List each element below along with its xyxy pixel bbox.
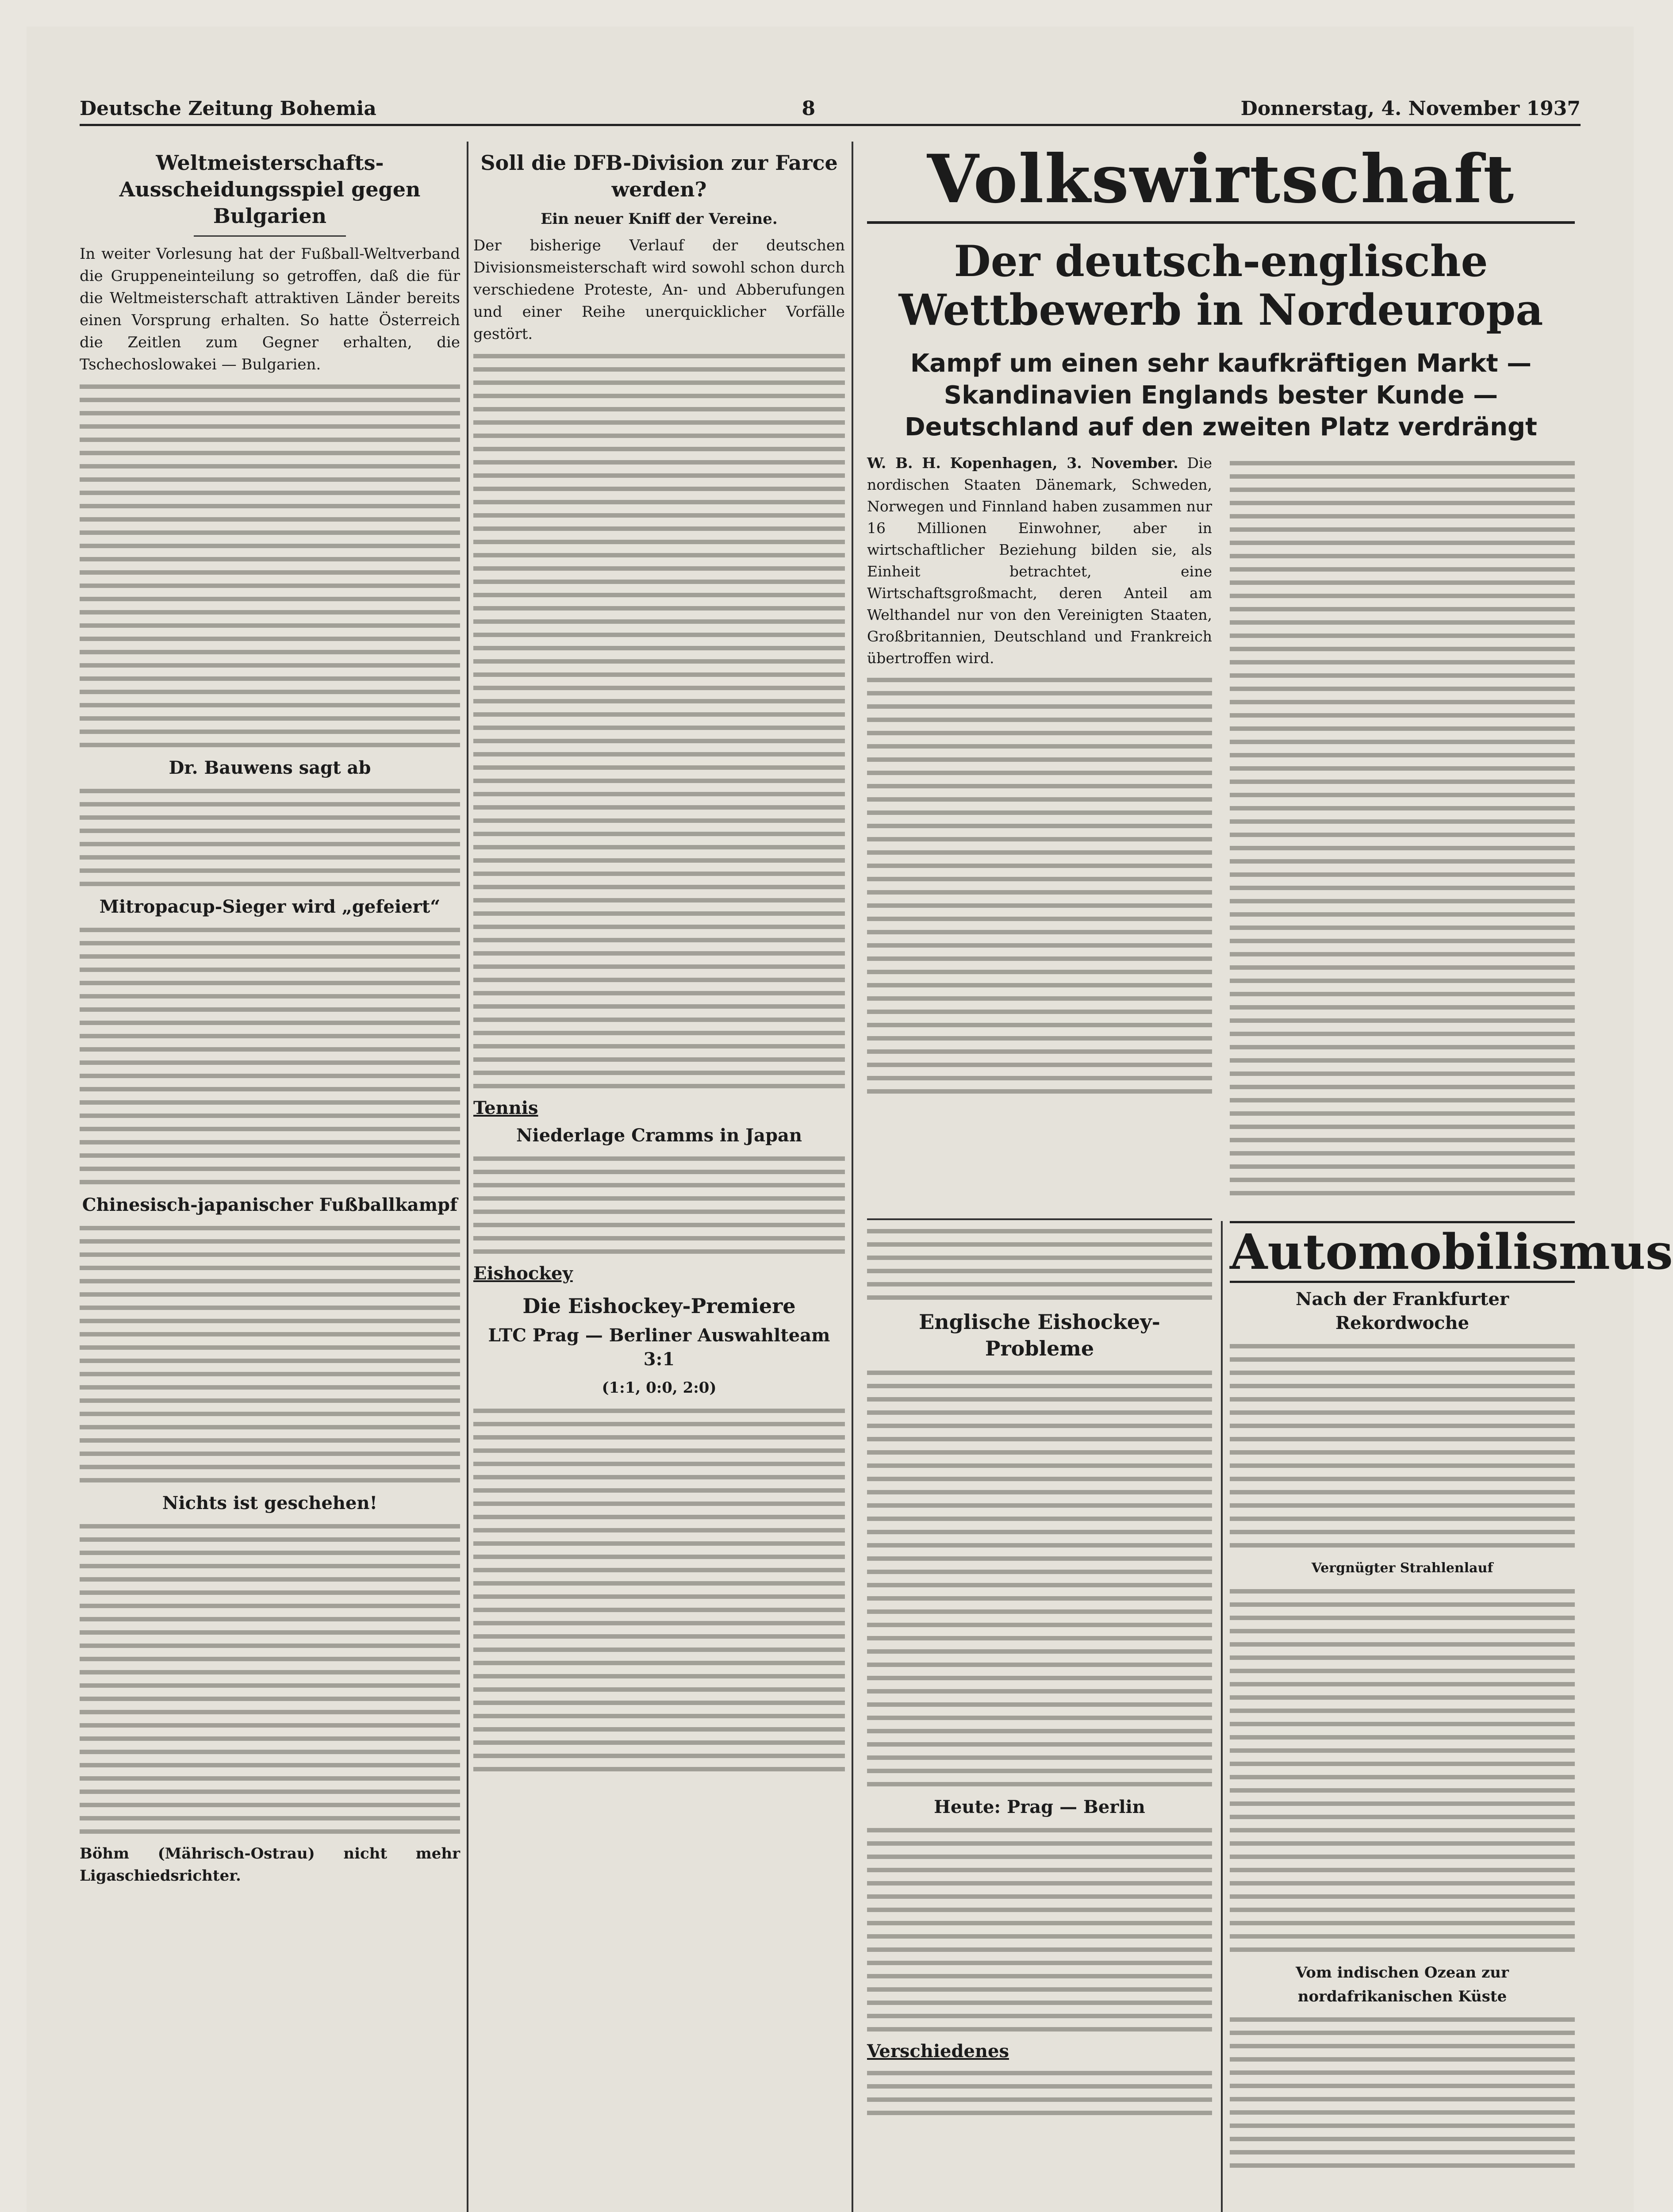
lead-article-col-2	[1230, 452, 1575, 1204]
article-headline-wm: Weltmeisterschafts-Ausscheidungsspiel gegen Bulgarien	[119, 151, 421, 228]
match-score: (1:1, 0:0, 2:0)	[602, 1379, 717, 1397]
lead-article-col-1	[867, 452, 1212, 1204]
article-headline-nichts: Nichts ist geschehen!	[162, 1493, 378, 1513]
section-title-volkswirtschaft: Volkswirtschaft	[867, 142, 1575, 224]
article-headline-english-icehockey: Englische Eishockey-Probleme	[919, 1310, 1160, 1360]
divider	[194, 235, 346, 237]
lead-paragraph: Die nordischen Staaten Dänemark, Schweden, Norwegen und Finnland haben zusammen nur 16 Millionen Einwohner, aber in wirtschaftlicher Beziehung bilden sie, als Einheit betrachtet, eine Wirtschaftsgroßmacht, deren Anteil am Welthandel nur von den Vereinigten Staaten, Großbritannien, Deutschland und Frankreich übertroffen wird.	[867, 454, 1212, 667]
issue-date: Donnerstag, 4. November 1937	[1240, 97, 1581, 120]
newspaper-page	[27, 27, 1673, 2212]
match-result: LTC Prag — Berliner Auswahlteam 3:1	[488, 1325, 830, 1370]
article-headline-ozean: Vom indischen Ozean zur nordafrikanischen Küste	[1296, 1964, 1509, 2005]
article-headline-mitropacup: Mitropacup-Sieger wird „gefeiert“	[99, 896, 441, 917]
lead-subheadline: Kampf um einen sehr kaufkräftigen Markt — Skandinavien Englands bester Kunde — Deutschland auf den zweiten Platz verdrängt	[905, 349, 1537, 442]
page-number: 8	[802, 97, 816, 120]
article-body-wm: In weiter Vorlesung hat der Fußball-Weltverband die Gruppeneinteilung so getroffen, daß die für die Weltmeisterschaft attraktiven Länder bereits einen Vorsprung erhalten. So hatte Österreich die Zeitlen zum Gegner erhalten, die Tschechoslowakei — Bulgarien.	[80, 245, 460, 373]
article-headline-china-japan: Chinesisch-japanischer Fußballkampf	[82, 1194, 458, 1215]
article-body-dfb: Der bisherige Verlauf der deutschen Divisionsmeisterschaft wird sowohl schon durch verschiedene Proteste, An- und Abberufungen und einer Reihe unerquicklicher Vorfälle gestört.	[473, 237, 845, 343]
sports-column-3	[867, 1212, 1212, 2212]
page-header	[80, 93, 1581, 126]
column-rule	[467, 142, 468, 2212]
article-headline-prag-berlin: Heute: Prag — Berlin	[934, 1797, 1145, 1817]
dateline: W. B. H. Kopenhagen, 3. November.	[867, 454, 1178, 472]
column-rule	[1221, 1221, 1223, 2212]
article-headline-bauwens: Dr. Bauwens sagt ab	[169, 757, 371, 778]
lead-headline: Der deutsch-englische Wettbewerb in Nordeuropa	[898, 236, 1543, 335]
section-label-verschiedenes: Verschiedenes	[867, 2041, 1009, 2062]
automobile-section	[1230, 1221, 1673, 2212]
notice-boehm: Böhm (Mährisch-Ostrau) nicht mehr Ligaschiedsrichter.	[80, 1845, 460, 1885]
article-subhead-dfb: Ein neuer Kniff der Vereine.	[541, 210, 778, 228]
article-headline-strahlenlauf: Vergnügter Strahlenlauf	[1311, 1560, 1493, 1576]
section-label-tennis: Tennis	[473, 1098, 538, 1118]
economy-section	[867, 142, 1575, 1204]
article-headline-cramm: Niederlage Cramms in Japan	[516, 1125, 802, 1146]
masthead-name: Deutsche Zeitung Bohemia	[80, 97, 376, 120]
article-headline-rekordwoche: Nach der Frankfurter Rekordwoche	[1295, 1289, 1509, 1333]
column-rule	[852, 142, 853, 2212]
sports-column-2	[473, 142, 845, 2212]
divider	[867, 1218, 1212, 1220]
article-headline-eishockey-premiere: Die Eishockey-Premiere	[522, 1294, 796, 1318]
section-label-eishockey: Eishockey	[473, 1263, 573, 1284]
lead-article-body	[867, 452, 1575, 1204]
sports-column-1	[80, 142, 460, 2212]
section-title-automobilismus: Automobilismus	[1230, 1221, 1575, 1283]
article-headline-dfb: Soll die DFB-Division zur Farce werden?	[480, 151, 838, 201]
